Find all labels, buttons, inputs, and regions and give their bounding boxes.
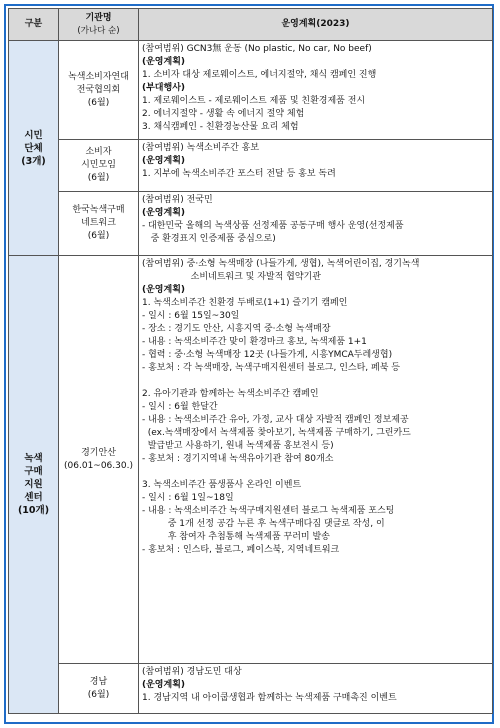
org-name-line: 녹색소비자연대 xyxy=(68,71,129,82)
plan-heading: (운영계획) xyxy=(142,680,186,690)
table-row xyxy=(9,192,493,256)
plan-cell xyxy=(139,41,493,140)
plan-line: (참여범위) GCN3無 운동 (No plastic, No car, No beef) xyxy=(142,44,372,54)
plan-line: - 홍보처 : 인스타, 블로그, 페이스북, 지역네트워크 xyxy=(142,545,340,555)
plan-line: (참여범위) 경남도민 대상 xyxy=(142,667,242,677)
header-org xyxy=(59,9,139,41)
plan-line: - 대한민국 올해의 녹색상품 선정제품 공동구매 행사 운영(선정제품 xyxy=(142,221,404,231)
plan-line: - 장소 : 경기도 안산, 시흥지역 중·소형 녹색매장 xyxy=(142,324,331,334)
plan-line: 1. 지부에 녹색소비주간 포스터 전달 등 홍보 독려 xyxy=(142,169,336,179)
plan-line: 후 참여자 추첨통해 녹색제품 꾸러미 발송 xyxy=(142,532,330,542)
plan-line: - 일시 : 6월 한달간 xyxy=(142,402,218,412)
org-name-line: 한국녹색구매 xyxy=(72,205,125,215)
plan-line: 1. 녹색소비주간 친환경 두배로(1+1) 즐기기 캠페인 xyxy=(142,298,348,308)
plan-line: 1. 제로웨이스트 - 제로웨이스트 제품 및 친환경제품 전시 xyxy=(142,96,366,106)
org-period: (6월) xyxy=(87,97,110,108)
group-label-line: 시민 xyxy=(24,129,43,141)
plan-line: - 내용 : 녹색소비주간 유아, 가정, 교사 대상 자발적 캠페인 정보제공 xyxy=(142,415,409,425)
plan-spacer xyxy=(142,375,489,388)
org-name-line: 소비자 xyxy=(85,147,112,157)
group-label-line: (10개) xyxy=(17,505,50,516)
plan-cell xyxy=(139,664,493,714)
header-org-sub: (가나다 순) xyxy=(77,25,120,36)
header-plan: 운영계획(2023) xyxy=(139,9,493,41)
org-name-line: 전국협의회 xyxy=(76,84,121,95)
plan-line: (ex.녹색매장에서 녹색제품 찾아보기, 녹색제품 구매하기, 그린카드 xyxy=(142,428,411,438)
org-cell xyxy=(59,192,139,256)
plan-line: 발급받고 사용하기, 원내 녹색제품 홍보전시 등) xyxy=(142,441,334,451)
plan-line: (참여범위) 중·소형 녹색매장 (나들가게, 생협), 녹색어린이집, 경기녹색 xyxy=(142,259,420,269)
org-period: (6월) xyxy=(87,231,110,241)
plan-line: 소비네트워크 및 자발적 협약기관 xyxy=(142,272,321,282)
org-period: (6월) xyxy=(87,173,110,183)
plan-line: - 일시 : 6월 15일~30일 xyxy=(142,311,240,321)
table-row xyxy=(9,140,493,192)
plan-cell xyxy=(139,140,493,192)
plan-heading: (부대행사) xyxy=(142,83,186,93)
group-label-line: 녹색 xyxy=(24,453,43,464)
plan-cell xyxy=(139,192,493,256)
plan-spacer xyxy=(142,466,489,479)
org-cell xyxy=(59,41,139,140)
plan-line: 중 환경표지 인증제품 중심으로) xyxy=(142,234,276,244)
plan-heading: (운영계획) xyxy=(142,156,186,166)
plan-line: - 내용 : 녹색소비주간 맞이 환경마크 홍보, 녹색제품 1+1 xyxy=(142,337,367,347)
org-period: (06.01~06.30.) xyxy=(64,460,133,471)
group-label-line: 단체 xyxy=(24,142,43,154)
org-name-line: 경남 xyxy=(89,676,108,687)
group-label-line: 지원 xyxy=(24,479,43,490)
plan-line: - 협력 : 중·소형 녹색매장 12곳 (나들가게, 시흥YMCA두레생협) xyxy=(142,350,393,360)
header-row xyxy=(9,9,493,41)
plan-heading: (운영계획) xyxy=(142,57,186,67)
plan-line: - 홍보처 : 각 녹색매장, 녹색구매지원센터 블로그, 인스타, 페북 등 xyxy=(142,363,400,373)
plan-line: - 일시 : 6월 1일~18일 xyxy=(142,493,234,503)
plan-line: 2. 유아기관과 함께하는 녹색소비주간 캠페인 xyxy=(142,389,319,399)
plan-table xyxy=(8,8,493,714)
group-label-line: 구매 xyxy=(24,466,43,477)
table-row xyxy=(9,256,493,664)
table-row xyxy=(9,41,493,140)
plan-line: 중 1개 선정 공감 누른 후 녹색구매다짐 댓글로 작성, 이 xyxy=(142,519,385,529)
plan-heading: (운영계획) xyxy=(142,285,186,295)
plan-line: - 내용 : 녹색소비주간 녹색구매지원센터 블로그 녹색제품 포스팅 xyxy=(142,506,395,516)
plan-line: 1. 소비자 대상 제로웨이스트, 에너지절약, 채식 캠페인 진행 xyxy=(142,70,377,80)
org-cell xyxy=(59,140,139,192)
org-cell xyxy=(59,256,139,664)
org-name-line: 네트워크 xyxy=(81,218,116,228)
table-row xyxy=(9,664,493,714)
plan-line: (참여범위) 전국민 xyxy=(142,195,213,205)
plan-heading: (운영계획) xyxy=(142,208,186,218)
group-label-line: (3개) xyxy=(21,155,46,167)
org-name-line: 시민모임 xyxy=(81,160,116,170)
group-label-line: 센터 xyxy=(24,492,43,503)
header-org-label: 기관명 xyxy=(85,12,112,23)
header-group: 구분 xyxy=(9,9,59,41)
plan-line: 3. 채식캠페인 - 친환경농산물 요리 체험 xyxy=(142,122,299,132)
plan-line: - 홍보처 : 경기지역내 녹색유아기관 참여 80개소 xyxy=(142,454,334,464)
plan-cell xyxy=(139,256,493,664)
org-cell xyxy=(59,664,139,714)
group-cell-civic xyxy=(9,41,59,256)
org-name-line: 경기안산 xyxy=(81,447,116,458)
plan-line: 1. 경남지역 내 아이쿱생협과 함께하는 녹색제품 구매촉진 이벤트 xyxy=(142,693,397,703)
document-frame xyxy=(4,4,494,724)
plan-line: 2. 에너지절약 - 생활 속 에너지 절약 체험 xyxy=(142,109,305,119)
org-period: (6월) xyxy=(87,689,110,700)
plan-line: 3. 녹색소비주간 품생품사 온라인 이벤트 xyxy=(142,480,302,490)
plan-line: (참여범위) 녹색소비주간 홍보 xyxy=(142,143,260,153)
group-cell-center xyxy=(9,256,59,714)
